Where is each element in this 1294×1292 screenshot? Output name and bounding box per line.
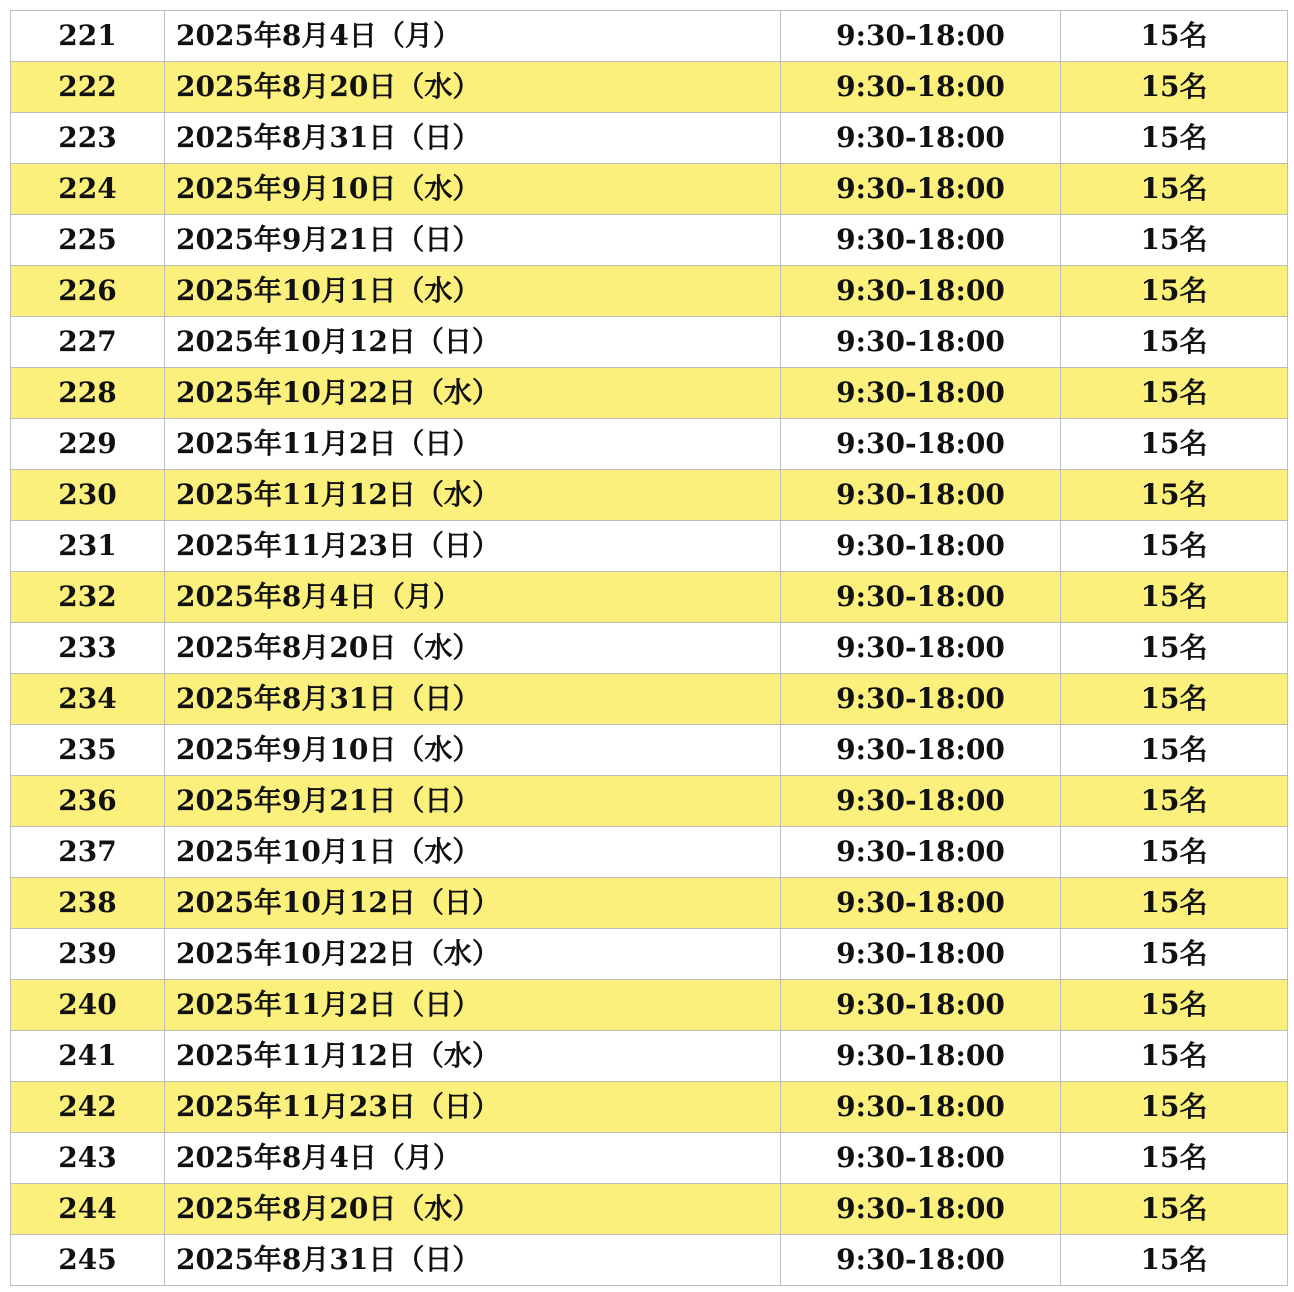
session-time-cell: 9:30-18:00 [781,317,1061,368]
session-time-cell: 9:30-18:00 [781,1031,1061,1082]
session-capacity-cell: 15名 [1061,776,1288,827]
table-row [11,62,1288,113]
session-capacity-cell: 15名 [1061,674,1288,725]
session-number-cell: 228 [11,368,165,419]
session-date-cell: 2025年8月31日（日） [165,1235,781,1286]
table-row [11,266,1288,317]
session-capacity-cell: 15名 [1061,1133,1288,1184]
session-capacity-cell: 15名 [1061,725,1288,776]
session-date-cell: 2025年8月31日（日） [165,674,781,725]
session-time-cell: 9:30-18:00 [781,929,1061,980]
session-date-cell: 2025年8月31日（日） [165,113,781,164]
session-time-cell: 9:30-18:00 [781,1082,1061,1133]
session-date-cell: 2025年9月10日（水） [165,725,781,776]
session-date-cell: 2025年8月20日（水） [165,62,781,113]
session-date-cell: 2025年11月2日（日） [165,419,781,470]
session-date-cell: 2025年9月10日（水） [165,164,781,215]
session-date-cell: 2025年8月4日（月） [165,572,781,623]
session-number-cell: 223 [11,113,165,164]
session-time-cell: 9:30-18:00 [781,470,1061,521]
table-row [11,11,1288,62]
session-date-cell: 2025年8月4日（月） [165,1133,781,1184]
session-number-cell: 235 [11,725,165,776]
table-row [11,1184,1288,1235]
session-number-cell: 225 [11,215,165,266]
table-row [11,572,1288,623]
session-capacity-cell: 15名 [1061,827,1288,878]
session-capacity-cell: 15名 [1061,878,1288,929]
session-number-cell: 233 [11,623,165,674]
session-capacity-cell: 15名 [1061,929,1288,980]
session-date-cell: 2025年11月23日（日） [165,1082,781,1133]
session-time-cell: 9:30-18:00 [781,980,1061,1031]
session-date-cell: 2025年8月4日（月） [165,11,781,62]
session-time-cell: 9:30-18:00 [781,1184,1061,1235]
table-row [11,929,1288,980]
table-row [11,1235,1288,1286]
table-row [11,674,1288,725]
session-number-cell: 238 [11,878,165,929]
session-date-cell: 2025年8月20日（水） [165,623,781,674]
session-capacity-cell: 15名 [1061,623,1288,674]
table-row [11,164,1288,215]
table-row [11,1133,1288,1184]
session-number-cell: 234 [11,674,165,725]
session-capacity-cell: 15名 [1061,1235,1288,1286]
session-time-cell: 9:30-18:00 [781,623,1061,674]
table-row [11,827,1288,878]
session-capacity-cell: 15名 [1061,1184,1288,1235]
session-time-cell: 9:30-18:00 [781,266,1061,317]
table-row [11,980,1288,1031]
session-time-cell: 9:30-18:00 [781,62,1061,113]
session-number-cell: 221 [11,11,165,62]
session-capacity-cell: 15名 [1061,521,1288,572]
table-row [11,623,1288,674]
session-capacity-cell: 15名 [1061,62,1288,113]
session-number-cell: 227 [11,317,165,368]
table-row [11,419,1288,470]
session-time-cell: 9:30-18:00 [781,572,1061,623]
session-number-cell: 229 [11,419,165,470]
table-row [11,113,1288,164]
table-row [11,215,1288,266]
table-row [11,368,1288,419]
schedule-table-body [11,11,1288,1286]
session-time-cell: 9:30-18:00 [781,368,1061,419]
session-number-cell: 232 [11,572,165,623]
session-capacity-cell: 15名 [1061,164,1288,215]
session-time-cell: 9:30-18:00 [781,215,1061,266]
session-date-cell: 2025年11月12日（水） [165,470,781,521]
session-number-cell: 237 [11,827,165,878]
table-row [11,878,1288,929]
session-capacity-cell: 15名 [1061,266,1288,317]
session-number-cell: 230 [11,470,165,521]
session-date-cell: 2025年11月12日（水） [165,1031,781,1082]
session-capacity-cell: 15名 [1061,980,1288,1031]
session-time-cell: 9:30-18:00 [781,827,1061,878]
table-row [11,725,1288,776]
session-time-cell: 9:30-18:00 [781,113,1061,164]
session-capacity-cell: 15名 [1061,572,1288,623]
session-capacity-cell: 15名 [1061,470,1288,521]
session-date-cell: 2025年11月23日（日） [165,521,781,572]
session-time-cell: 9:30-18:00 [781,419,1061,470]
session-number-cell: 224 [11,164,165,215]
session-capacity-cell: 15名 [1061,368,1288,419]
table-row [11,317,1288,368]
session-number-cell: 239 [11,929,165,980]
table-row [11,470,1288,521]
session-capacity-cell: 15名 [1061,113,1288,164]
session-number-cell: 244 [11,1184,165,1235]
session-time-cell: 9:30-18:00 [781,164,1061,215]
session-capacity-cell: 15名 [1061,317,1288,368]
session-capacity-cell: 15名 [1061,1031,1288,1082]
session-date-cell: 2025年9月21日（日） [165,215,781,266]
session-time-cell: 9:30-18:00 [781,1235,1061,1286]
table-row [11,1082,1288,1133]
session-time-cell: 9:30-18:00 [781,878,1061,929]
session-number-cell: 231 [11,521,165,572]
session-capacity-cell: 15名 [1061,11,1288,62]
session-time-cell: 9:30-18:00 [781,1133,1061,1184]
session-date-cell: 2025年10月1日（水） [165,827,781,878]
session-date-cell: 2025年10月22日（水） [165,368,781,419]
table-row [11,521,1288,572]
session-number-cell: 241 [11,1031,165,1082]
session-number-cell: 240 [11,980,165,1031]
session-time-cell: 9:30-18:00 [781,674,1061,725]
session-date-cell: 2025年9月21日（日） [165,776,781,827]
schedule-table [10,10,1288,1286]
table-row [11,1031,1288,1082]
session-date-cell: 2025年10月1日（水） [165,266,781,317]
session-date-cell: 2025年10月12日（日） [165,878,781,929]
session-number-cell: 245 [11,1235,165,1286]
session-number-cell: 243 [11,1133,165,1184]
session-time-cell: 9:30-18:00 [781,521,1061,572]
session-time-cell: 9:30-18:00 [781,725,1061,776]
session-date-cell: 2025年11月2日（日） [165,980,781,1031]
session-capacity-cell: 15名 [1061,1082,1288,1133]
session-capacity-cell: 15名 [1061,419,1288,470]
session-number-cell: 222 [11,62,165,113]
session-date-cell: 2025年10月22日（水） [165,929,781,980]
table-row [11,776,1288,827]
session-time-cell: 9:30-18:00 [781,776,1061,827]
session-time-cell: 9:30-18:00 [781,11,1061,62]
session-number-cell: 242 [11,1082,165,1133]
session-date-cell: 2025年8月20日（水） [165,1184,781,1235]
session-capacity-cell: 15名 [1061,215,1288,266]
session-number-cell: 226 [11,266,165,317]
session-number-cell: 236 [11,776,165,827]
session-date-cell: 2025年10月12日（日） [165,317,781,368]
